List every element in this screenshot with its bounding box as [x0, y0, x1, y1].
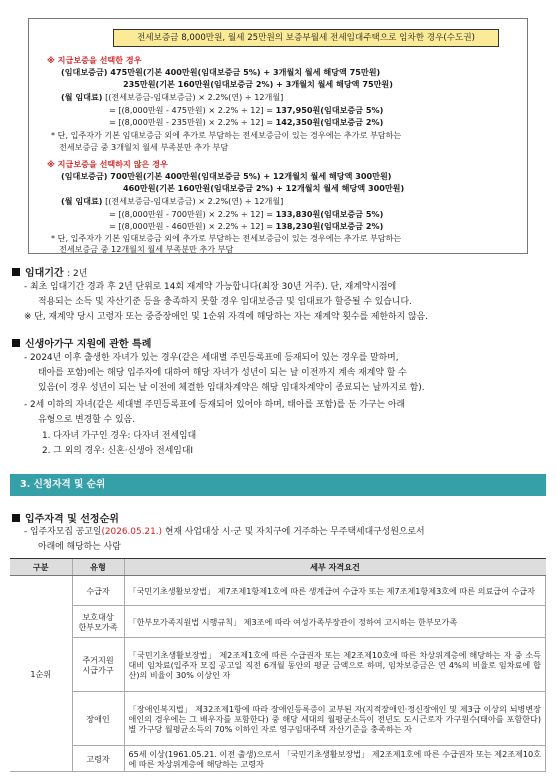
s2-line3: (월 임대료) [(전세보증금-임대보증금) × 2.2%(연) ÷ 12개월] [61, 196, 284, 206]
eligibility-heading: 입주자격 및 선정순위 [12, 510, 119, 525]
s2-note2: 전세보증금 중 12개월치 월세 부족분만 추가 부담 [59, 244, 234, 254]
type-cell: 보호대상 한부모가족 [72, 606, 124, 638]
s2-line5: = [(8,000만원 - 460만원) × 2.2% ÷ 12] = 138,230원(임대보증금 2%) [109, 221, 384, 231]
type-cell: 장애인 [72, 692, 124, 746]
header-detail: 세부 자격요건 [124, 559, 546, 576]
type-cell: 고령자 [72, 746, 124, 772]
lease-heading: 임대기간 : 2년 [12, 264, 87, 279]
detail-cell: 「국민기초생활보장법」 제7조제1항제1호에 따른 생계급여 수급자 또는 제7조제1항제3호에 따른 의료급여 수급자 [124, 576, 546, 606]
newborn-line4: - 2세 이하의 자녀(같은 세대별 주민등록표에 등재되어 있어야 하며, 태아를 포함)를 둔 가구는 아래 [24, 400, 406, 410]
table-row [10, 576, 546, 606]
lease-line2: 적용되는 소득 및 자산기준 등을 충족하지 못할 경우 임대보증금 및 임대료가 할증될 수 있습니다. [38, 297, 412, 307]
type-cell: 주거지원 시급가구 [72, 638, 124, 692]
s2-note1: * 단, 입주자가 기본 임대보증금 외에 추가로 부담하는 전세보증금이 있는 경우에는 추가로 부담하는 [51, 233, 402, 243]
example-box-title: 전세보증금 8,000만원, 월세 25만원의 보증부월세 전세임대주택으로 임차한 경우(수도권) [113, 29, 499, 47]
newborn-heading: 신생아가구 지원에 관한 특례 [12, 335, 151, 350]
s2-line2: 460만원(기본 160만원(임대보증금 2%) + 12개월치 월세 해당액 300만원) [123, 183, 405, 193]
bullet-square-icon [12, 514, 20, 522]
table-header-row [10, 559, 546, 576]
example-box [28, 18, 528, 254]
eligibility-table [10, 558, 546, 772]
newborn-line2: 태아를 포함)에는 해당 입주자에 대하여 해당 자녀가 성년이 되는 날 이전까지 계속 재계약 할 수 [38, 368, 407, 378]
s1-line2: 235만원(기본 160만원(임대보증금 2%) + 3개월치 월세 해당액 75만원) [123, 79, 393, 89]
table-row [10, 692, 546, 746]
s1-note1: * 단, 입주자가 기본 임대보증금 외에 추가로 부담하는 전세보증금이 있는 경우에는 추가로 부담하는 [51, 130, 402, 140]
newborn-option1: 1. 다자녀 가구인 경우: 다자녀 전세임대 [42, 431, 197, 441]
s2-line1: (임대보증금) 700만원(기본 400만원(임대보증금 5%) + 12개월치 월세 해당액 300만원) [61, 171, 392, 181]
newborn-line5: 유형으로 변경할 수 있음. [38, 415, 136, 425]
s1-line3: (월 임대료) [(전세보증금-임대보증금) × 2.2%(연) ÷ 12개월] [61, 92, 284, 102]
eligibility-line2: 아래에 해당하는 사람 [38, 542, 121, 552]
table-row [10, 638, 546, 692]
detail-cell: 「국민기초생활보장법」 제2조제1호에 따른 수급권자 또는 제2조제10호에 따른 차상위계층에 해당하는 자 중 소득 대비 임차료(입주자 모집 공고일 직전 6개월 동안의 평균 금액으로 하며, 임차보증금은 연 4%의 비율로 임차료에 합산)의 비율이 30% 이상인 자 [124, 638, 546, 692]
lease-line1: - 최초 임대기간 경과 후 2년 단위로 14회 재계약 가능합니다(최장 30년 거주). 단, 재계약시점에 [24, 282, 397, 292]
lease-note: ※ 단, 재계약 당시 고령자 또는 중증장애인 및 1순위 자격에 해당하는 자는 재계약 횟수를 제한하지 않음. [24, 312, 428, 322]
newborn-line1: - 2024년 이후 출생한 자녀가 있는 경우(같은 세대별 주민등록표에 등재되어 있는 경우를 말하며, [24, 353, 399, 363]
s2-line4: = [(8,000만원 - 700만원) × 2.2% ÷ 12] = 133,830원(임대보증금 5%) [109, 209, 384, 219]
s2-heading: ※ 지급보증을 선택하지 않은 경우 [47, 159, 168, 169]
newborn-line3: 있음(이 경우 성년이 되는 날 이전에 체결한 임대차계약은 해당 임대차계약이 종료되는 날까지로 함). [38, 383, 425, 393]
table-row [10, 606, 546, 638]
bullet-square-icon [12, 268, 20, 276]
rank-cell: 1순위 [10, 576, 72, 772]
newborn-option2: 2. 그 외의 경우: 신혼·신생아 전세임대Ⅰ [42, 446, 194, 456]
table-row [10, 746, 546, 772]
type-cell: 수급자 [72, 576, 124, 606]
header-category: 구분 [10, 559, 72, 576]
s1-line1: (임대보증금) 475만원(기본 400만원(임대보증금 5%) + 3개월치 월세 해당액 75만원) [61, 67, 381, 77]
header-type: 유형 [72, 559, 124, 576]
notice-date: (2026.05.21.) [101, 527, 162, 537]
s1-line5: = [(8,000만원 - 235만원) × 2.2% ÷ 12] = 142,350원(임대보증금 2%) [109, 117, 384, 127]
bullet-square-icon [12, 339, 20, 347]
s1-note2: 전세보증금 중 3개월치 월세 부족분만 추가 부담 [59, 142, 229, 152]
s1-heading: ※ 지급보증을 선택한 경우 [47, 55, 142, 65]
detail-cell: 「한부모가족지원법 시행규칙」 제3조에 따라 여성가족부장관이 정하여 고시하는 한부모가족 [124, 606, 546, 638]
section-banner: 3. 신청자격 및 순위 [10, 474, 546, 496]
detail-cell: 「장애인복지법」 제32조제1항에 따라 장애인등록증이 교부된 자(지적장애인·정신장애인 및 제3급 이상의 뇌병변장애인의 경우에는 그 배우자를 포함한다) 중 해당 세대의 월평균소득이 전년도 도시근로자 가구원수(태아를 포함한다)별 가구당 월평균소득의 70% 이하인 자로 영구임대주택 자산기준을 충족하는 자 [124, 692, 546, 746]
s1-line4: = [(8,000만원 - 475만원) × 2.2% ÷ 12] = 137,950원(임대보증금 5%) [109, 105, 384, 115]
eligibility-line1: - 입주자모집 공고일(2026.05.21.) 현재 사업대상 시·군 및 자치구에 거주하는 무주택세대구성원으로서 [24, 527, 425, 537]
detail-cell: 65세 이상(1961.05.21. 이전 출생)으로서 「국민기초생활보장법」 제2조제1호에 따른 수급권자 또는 제2조제10호에 따른 차상위계층에 해당하는 고령자 [124, 746, 546, 772]
